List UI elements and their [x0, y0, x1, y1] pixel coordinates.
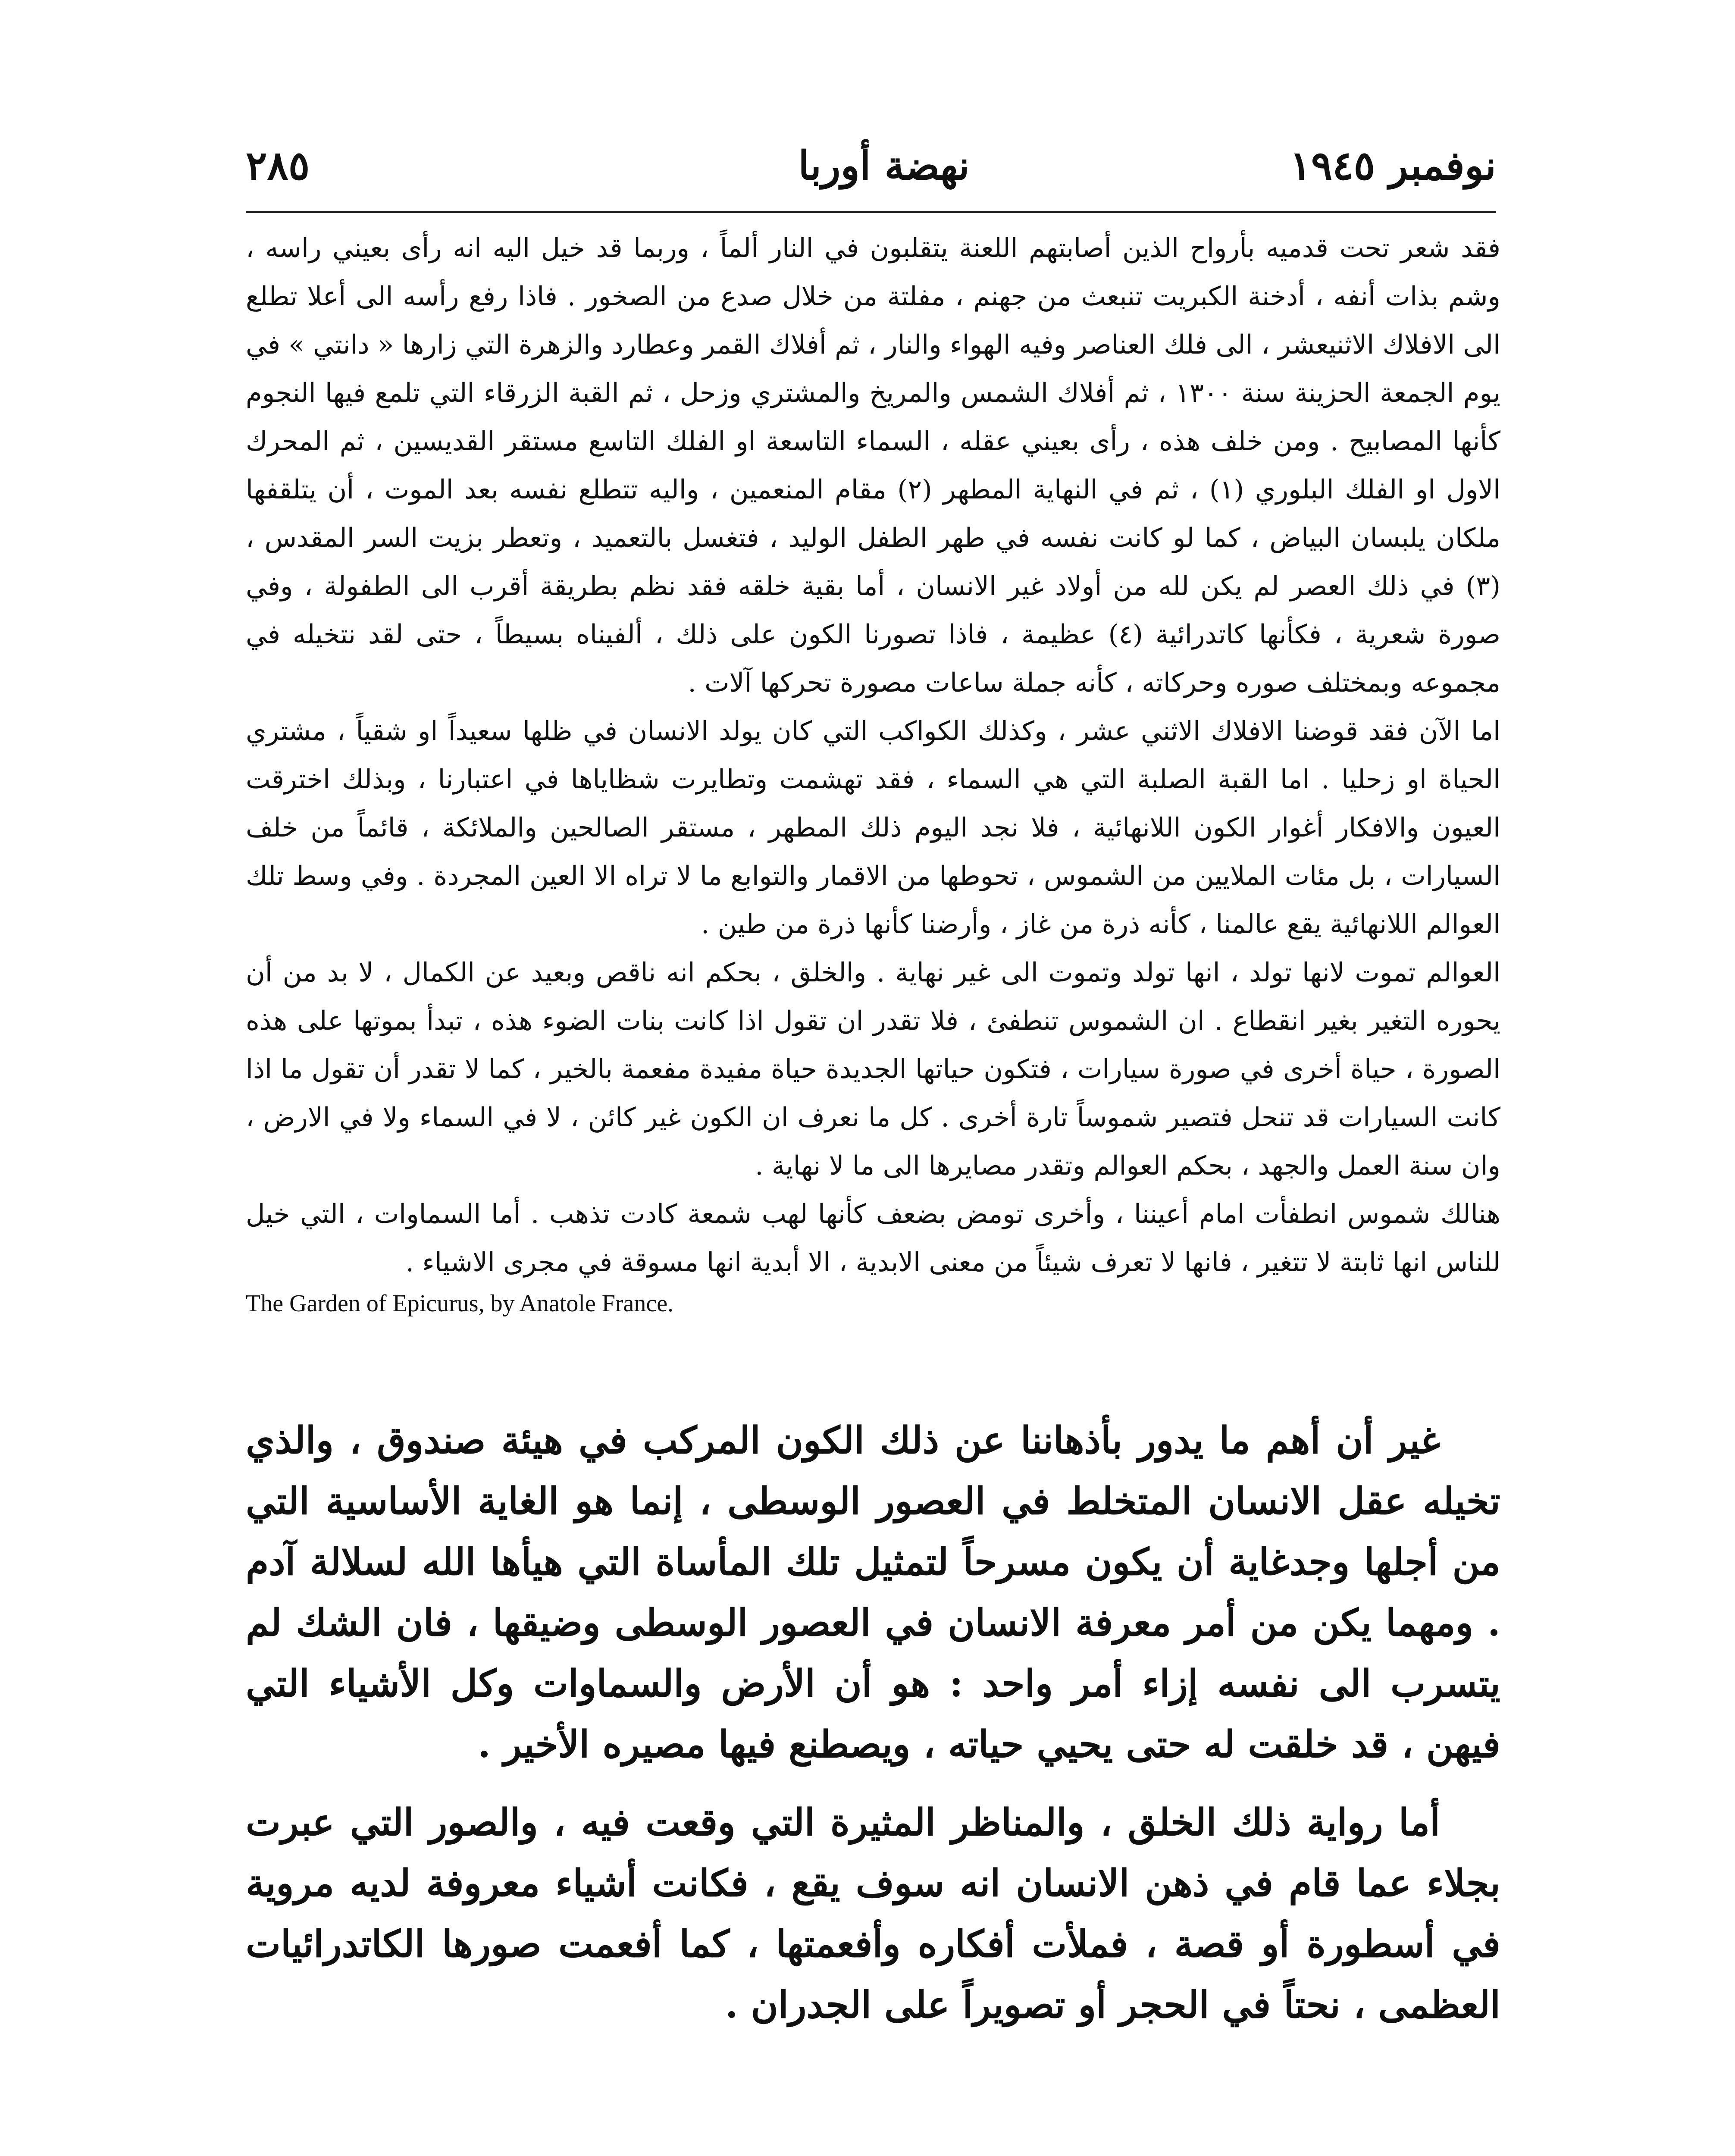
quote-paragraph: هنالك شموس انطفأت امام أعيننا ، وأخرى تومض بضعف كأنها لهب شمعة كادت تذهب . أما السماوات ، التي خيل للناس انها ثابتة لا تتغير ، فانها لا تعرف شيئاً من معنى الابدية ، الا أبدية انها مسوقة في مجرى الاشياء .: [246, 1199, 1500, 1278]
quote-paragraph: فقد شعر تحت قدميه بأرواح الذين أصابتهم اللعنة يتقلبون في النار ألماً ، وربما قد خيل اليه انه رأى بعيني راسه ، وشم بذات أنفه ، أدخنة الكبريت تنبعث من جهنم ، مفلتة من خلال صدع من الصخور . فاذا رفع رأسه الى أعلا تطلع الى الافلاك الاثنيعشر ، الى فلك العناصر وفيه الهواء والنار ، ثم أفلاك القمر وعطارد والزهرة التي زارها « دانتي » في يوم الجمعة الحزينة سنة ١٣٠٠ ، ثم أفلاك الشمس والمريخ والمشتري وزحل ، ثم القبة الزرقاء التي تلمع فيها النجوم كأنها المصابيح . ومن خلف هذه ، رأى بعيني عقله ، السماء التاسعة او الفلك التاسع مستقر القديسين ، ثم المحرك الاول او الفلك البلوري (١) ، ثم في النهاية المطهر (٢) مقام المنعمين ، واليه تتطلع نفسه بعد الموت ، أن يتلقفها ملكان يلبسان البياض ، كما لو كانت نفسه في طهر الطفل الوليد ، فتغسل بالتعميد ، وتعطر بزيت السر المقدس ، (٣) في ذلك العصر لم يكن لله من أولاد غير الانسان ، أما بقية خلقه فقد نظم بطريقة أقرب الى الطفولة ، وفي صورة شعرية ، فكأنها كاتدرائية (٤) عظيمة ، فاذا تصورنا الكون على ذلك ، ألفيناه بسيطاً ، حتى لقد نتخيله في مجموعه وبمختلف صوره وحركاته ، كأنه جملة ساعات مصورة تحركها آلات .: [246, 233, 1500, 698]
issue-date: نوفمبر ١٩٤٥: [1290, 142, 1496, 189]
quoted-passage: [246, 224, 1500, 1401]
quote-source: The Garden of Epicurus, by Anatole France.: [246, 1290, 674, 1317]
running-title: نهضة أوربا: [798, 142, 970, 189]
quote-paragraph: اما الآن فقد قوضنا الافلاك الاثني عشر ، وكذلك الكواكب التي كان يولد الانسان في ظلها سعيداً او شقياً ، مشتري الحياة او زحليا . اما القبة الصلبة التي هي السماء ، فقد تهشمت وتطايرت شظاياها في اعتبارنا ، وبذلك اخترقت العيون والافكار أغوار الكون اللانهائية ، فلا نجد اليوم ذلك المطهر ، مستقر الصالحين والملائكة ، قائماً من خلف السيارات ، بل مئات الملايين من الشموس ، تحوطها من الاقمار والتوابع ما لا تراه الا العين المجردة . وفي وسط تلك العوالم اللانهائية يقع عالمنا ، كأنه ذرة من غاز ، وأرضنا كأنها ذرة من طين .: [246, 716, 1500, 940]
body-paragraph: غير أن أهم ما يدور بأذهاننا عن ذلك الكون المركب في هيئة صندوق ، والذي تخيله عقل الانسان المتخلط في العصور الوسطى ، إنما هو الغاية الأساسية التي من أجلها وجدغاية أن يكون مسرحاً لتمثيل تلك المأساة التي هيأها الله لسلالة آدم . ومهما يكن من أمر معرفة الانسان في العصور الوسطى وضيقها ، فان الشك لم يتسرب الى نفسه إزاء أمر واحد : هو أن الأرض والسماوات وكل الأشياء التي فيهن ، قد خلقت له حتى يحيي حياته ، ويصطنع فيها مصيره الأخير .: [246, 1419, 1500, 1766]
running-header: [246, 142, 1496, 207]
main-text: [246, 1410, 1500, 2143]
page-number: ٢٨٥: [246, 142, 310, 189]
body-paragraph: أما رواية ذلك الخلق ، والمناظر المثيرة التي وقعت فيه ، والصور التي عبرت بجلاء عما قام في ذهن الانسان انه سوف يقع ، فكانت أشياء معروفة لديه مروية في أسطورة أو قصة ، فملأت أفكاره وأفعمتها ، كما أفعمت صورها الكاتدرائيات العظمى ، نحتاً في الحجر أو تصويراً على الجدران .: [246, 1801, 1500, 2027]
header-divider: [246, 211, 1496, 213]
quote-paragraph: العوالم تموت لانها تولد ، انها تولد وتموت الى غير نهاية . والخلق ، بحكم انه ناقص وبعيد عن الكمال ، لا بد من أن يحوره التغير بغير انقطاع . ان الشموس تنطفئ ، فلا تقدر ان تقول اذا كانت بنات الضوء هذه ، تبدأ بموتها على هذه الصورة ، حياة أخرى في صورة سيارات ، فتكون حياتها الجديدة حياة مفيدة مفعمة بالخير ، كما لا تقدر أن تقول ما اذا كانت السيارات قد تنحل فتصير شموساً تارة أخرى . كل ما نعرف ان الكون غير كائن ، لا في السماء ولا في الارض ، وان سنة العمل والجهد ، بحكم العوالم وتقدر مصايرها الى ما لا نهاية .: [246, 957, 1500, 1181]
